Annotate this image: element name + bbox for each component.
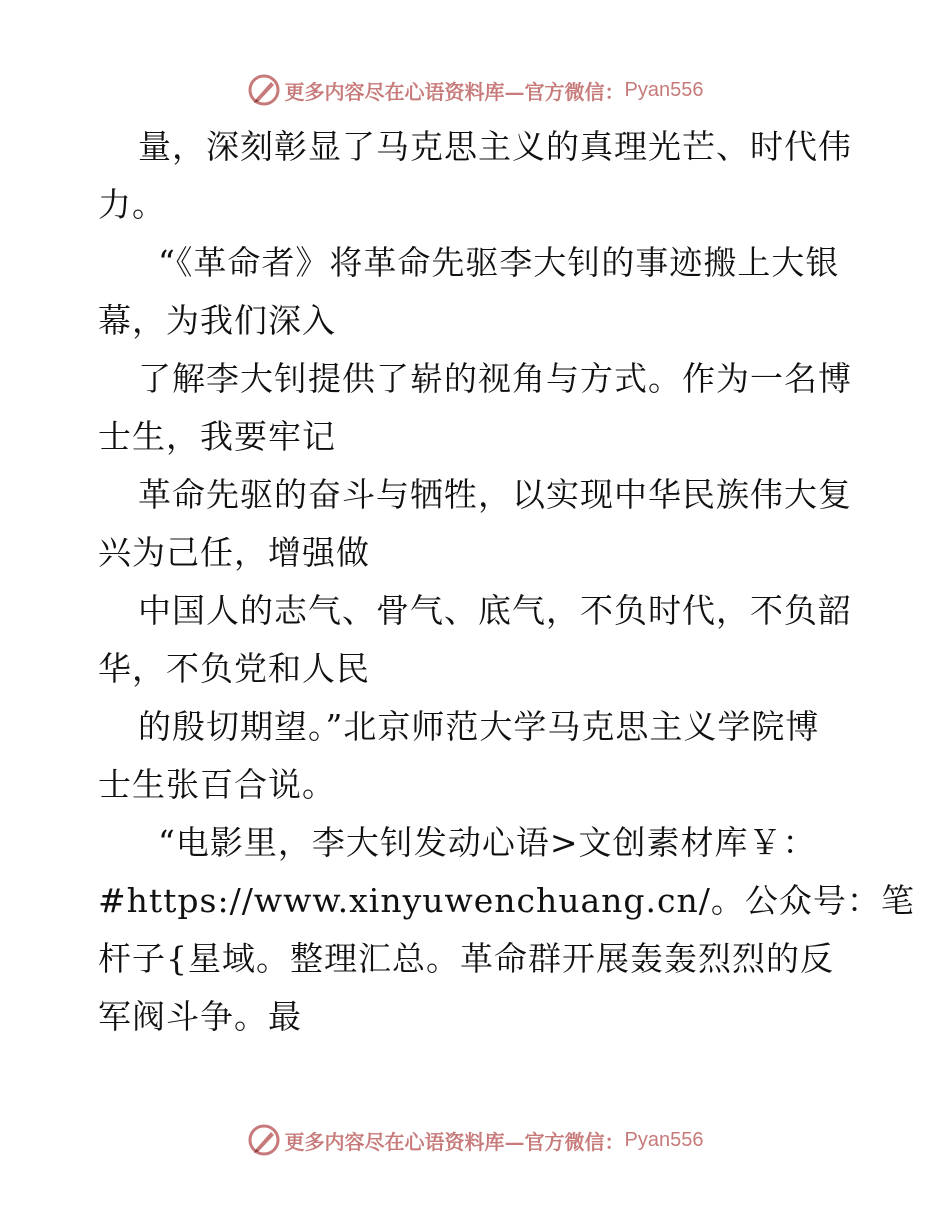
text-line: 的殷切期望。”北京师范大学马克思主义学院博 — [138, 707, 820, 746]
watermark-text: 更多内容尽在心语资料库—官方微信： — [284, 79, 625, 104]
text-line: #https://www.xinyuwenchuang.cn/。公众号：笔 — [98, 881, 915, 920]
text-line: 幕，为我们深入 — [98, 301, 336, 340]
text-line: 力。 — [98, 185, 166, 224]
text-line: 中国人的志气、骨气、底气，不负时代，不负韶 — [138, 591, 852, 630]
text-line: 士生张百合说。 — [98, 765, 336, 804]
text-line: 华，不负党和人民 — [98, 649, 370, 688]
text-line: 军阀斗争。最 — [98, 997, 302, 1036]
pen-logo-icon — [247, 73, 281, 107]
document-body — [98, 118, 915, 1046]
text-line: 量，深刻彰显了马克思主义的真理光芒、时代伟 — [138, 127, 852, 166]
footer-watermark — [0, 1120, 950, 1160]
text-line: 士生，我要牢记 — [98, 417, 336, 456]
watermark-account: Pyan556 — [624, 78, 704, 101]
text-line: “电影里，李大钊发动心语>文创素材库￥： — [158, 823, 817, 862]
watermark-text: 更多内容尽在心语资料库—官方微信： — [284, 1129, 625, 1154]
text-line: 革命先驱的奋斗与牺牲，以实现中华民族伟大复 — [138, 475, 852, 514]
text-line: 兴为己任，增强做 — [98, 533, 370, 572]
text-line: 了解李大钊提供了崭的视角与方式。作为一名博 — [138, 359, 852, 398]
pen-logo-icon — [247, 1123, 281, 1157]
text-line: 杆子{星域。整理汇总。革命群开展轰轰烈烈的反 — [98, 939, 834, 978]
watermark-account: Pyan556 — [624, 1128, 704, 1151]
text-line: “《革命者》将革命先驱李大钊的事迹搬上大银 — [158, 243, 840, 282]
header-watermark — [0, 70, 950, 110]
